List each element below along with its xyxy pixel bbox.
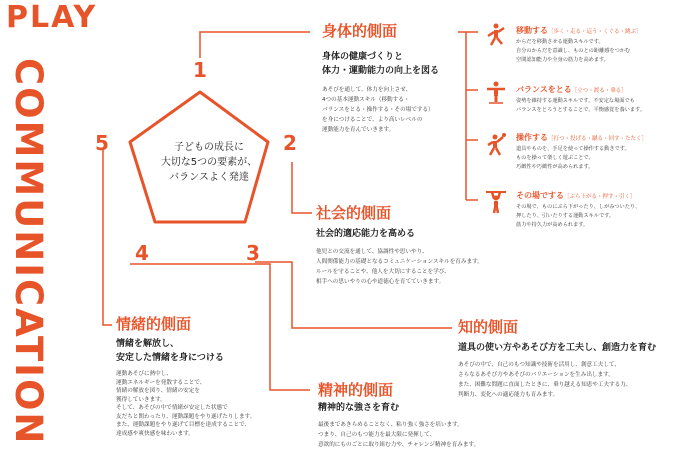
social-section: 社会的側面 社会的適応能力を高める 他児との交流を通して、協調性や思いやり、 人間関係能力の基礎となるコミュニケーションスキルを育みます。 ルールを守ることや、他人を大切にすることを学び、 相手への思いやりの心や道徳心を育てていきます。 [316,204,483,285]
skill-stationary: その場でする［ぶら下がる・押す・引く］ その場で、ものにぶら下がったり、しがみついたり、 押したり、引いたりする運動スキルです。 筋力や持久力が高められます。 [516,191,641,228]
hanging-figure-icon [484,190,508,214]
play-heading: PLAY [6,0,98,35]
skill-manipulating: 操作する［打つ・投げる・蹴る・回す・たたく］ 道具やものを、手足を使って操作する動きです。 ものを操って楽しく遊ぶことで、 巧緻性や巧緻性が高められます。 [516,133,648,170]
throwing-figure-icon [484,132,508,156]
balancing-figure-icon [484,80,508,104]
physical-section: 身体的側面 身体の健康づくりと 体力・運動能力の向上を図る あそびを通して、体力を向上させ、 4つの基本運動スキル（移動する・ バランスをとる・操作する・その場でする） を身につけることで、より高いレベルの 運動能力を育んでいきます。 [322,22,440,133]
intellectual-title: 知的側面 [458,318,519,336]
running-figure-icon [484,22,508,46]
skill-balancing: バランスをとる［立つ・渡る・乗る］ 姿勢を維持する運動スキルです。不安定な場面でも バランスをとろうとすることで、平衡感覚を養います。 [516,85,646,113]
communication-vertical-heading [2,58,52,458]
number-1: 1 [193,58,207,82]
number-5: 5 [95,131,109,155]
line-social [292,162,312,213]
line-emotional [103,150,112,325]
social-title: 社会的側面 [316,204,392,222]
emotional-title: 情緒的側面 [116,315,192,333]
line-physical [200,32,310,58]
number-2: 2 [283,131,297,155]
communication-text: COMMUNICATION [7,58,50,446]
skill-moving: 移動する［歩く・走る・這う・くぐる・跳ぶ］ からだを移動させる運動スキルです。 自分のからだを意識し、ものとの距離感をつかむ 空間認知能力や全身の筋力を高めます。 [516,26,642,63]
emotional-section: 情緒的側面 情緒を解放し、 安定した情緒を身につける 運動あそびに熱中し、 運動エネルギーを発散することで、 情緒の解放を図り、情緒の安定を 獲得していきます。 そして、あそびの中で情緒が安定した状態で 友だちと関わったり、運動課題をやり遂げたりします。 また、運動課題をやり遂げて目標を達成することで、 達成感や爽快感を味わいます。 [116,315,256,437]
spiritual-section: 精神的側面 精神的な強さを育む 最後まであきらめることなく、粘り強く強さを培います。 つまり、自己のもつ能力を最大限に発揮して、 意欲的にものごとに取り組む力や、チャレンジ精神を育みます。 [318,381,480,448]
number-3: 3 [246,241,260,265]
pentagon-center-text: 子どもの成長に 大切な5つの要素が、 バランスよく発達 [160,142,258,183]
spiritual-title: 精神的側面 [318,381,394,399]
intellectual-section: 知的側面 道具の使い方やあそび方を工夫し、創造力を育む あそびの中で、自己のもつ知識や技術を活用し、創意工夫して、 さらなるあそび方やあそびのバリエーションを生み出します。 また、困難な問題に直面したときに、乗り越える知恵や工夫する力、 判断力、変化への適応能力も育みます。 [458,318,657,398]
physical-title: 身体的側面 [322,22,398,40]
number-4: 4 [135,241,149,265]
